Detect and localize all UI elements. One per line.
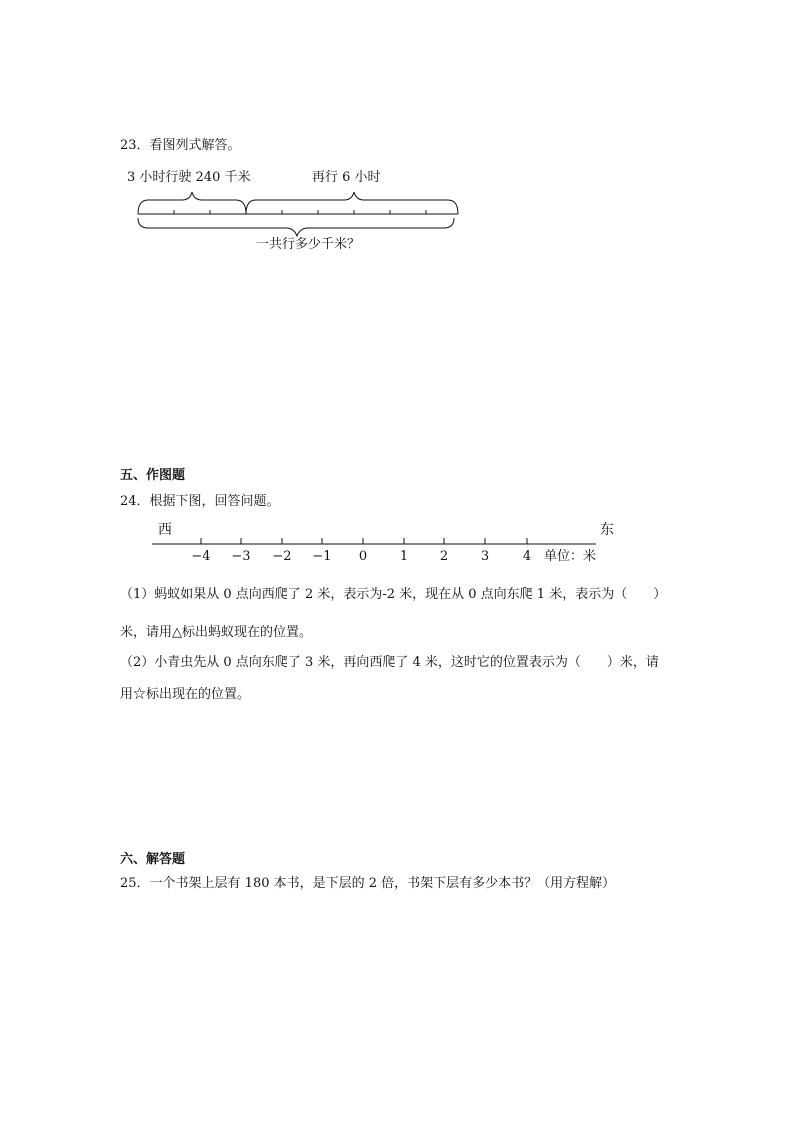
- q23-top-brace-left: [138, 192, 246, 214]
- q24-title: 24．根据下图，回答问题。: [120, 494, 280, 509]
- section-5-title: 五、作图题: [120, 468, 186, 483]
- tick-label: 2: [439, 549, 449, 564]
- number-line-unit: 单位：米: [544, 549, 597, 564]
- tick-label: 4: [522, 549, 532, 564]
- tick-label: 0: [358, 549, 368, 564]
- q24-number-line: [0, 510, 794, 570]
- q24-part2-line2: 用☆标出现在的位置。: [120, 687, 251, 702]
- q23-label-left: 3 小时行驶 240 千米: [127, 170, 251, 185]
- q23-label-right: 再行 6 小时: [312, 170, 381, 185]
- tick-label: −2: [272, 549, 292, 564]
- section-6-title: 六、解答题: [120, 852, 186, 867]
- number-line-east: 东: [600, 522, 614, 538]
- q24-part2-line1: （2）小青虫先从 0 点向东爬了 3 米，再向西爬了 4 米，这时它的位置表示为（ ）米，请: [120, 655, 659, 670]
- number-line-west: 西: [158, 522, 172, 538]
- tick-label: −3: [231, 549, 251, 564]
- number-line-ticks: [201, 538, 527, 544]
- tick-label: −1: [312, 549, 332, 564]
- q24-part1-line1: （1）蚂蚁如果从 0 点向西爬了 2 米，表示为-2 米，现在从 0 点向东爬 1 米，表示为（ ）: [120, 587, 667, 602]
- q23-title: 23．看图列式解答。: [120, 138, 241, 153]
- tick-label: −4: [191, 549, 211, 564]
- tick-label: 1: [399, 549, 409, 564]
- q23-bottom-brace: [138, 218, 454, 236]
- q25-title: 25．一个书架上层有 180 本书，是下层的 2 倍，书架下层有多少本书？（用方程解）: [120, 876, 616, 891]
- q23-label-bottom: 一共行多少千米？: [256, 237, 361, 252]
- q24-part1-line2: 米，请用△标出蚂蚁现在的位置。: [120, 625, 312, 640]
- q23-line-diagram: [0, 0, 794, 260]
- q23-segment-ticks: [174, 210, 426, 214]
- number-line-labels: [191, 549, 531, 564]
- tick-label: 3: [480, 549, 490, 564]
